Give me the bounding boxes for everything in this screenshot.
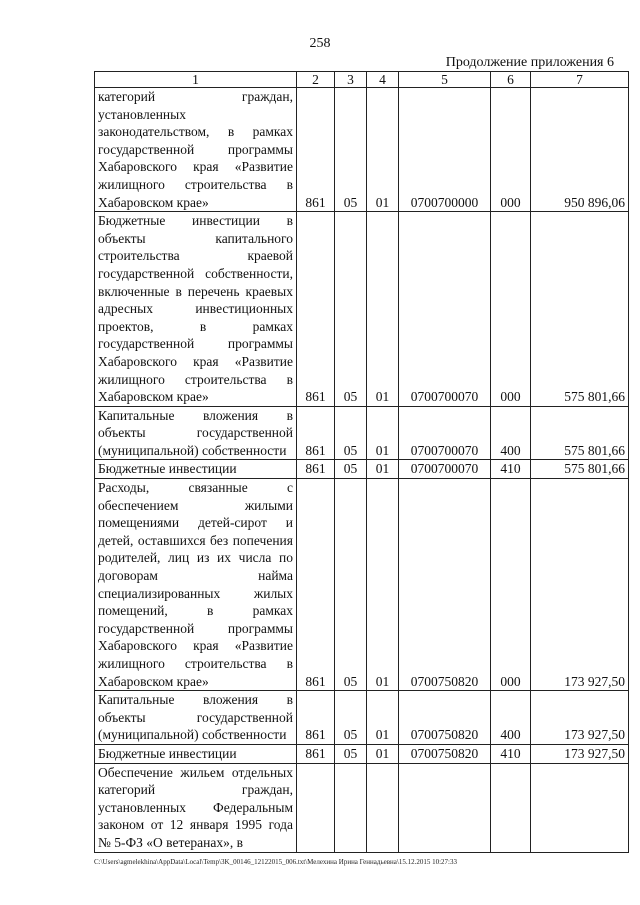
budget-table [94,71,629,853]
header-cell: 2 [297,72,335,88]
expense-type-code: 000 [491,212,531,407]
table-row [95,744,629,763]
ministry-code: 861 [297,460,335,479]
amount: 173 927,50 [531,479,629,691]
header-cell: 5 [399,72,491,88]
item-name: Обеспечение жильем отдельных категорий граждан, установленных Федеральным законом от 12 января 1995 года № 5-ФЗ «О ветеранах», в [95,763,297,852]
expense-type-code: 000 [491,479,531,691]
amount: 950 896,06 [531,88,629,212]
item-name: категорий граждан, установленных законодательством, в рамках государственной программы Хабаровского края «Развитие жилищного строительства в Хабаровском крае» [95,88,297,212]
amount: 173 927,50 [531,691,629,745]
section-code: 05 [335,691,367,745]
section-code: 05 [335,479,367,691]
amount: 575 801,66 [531,460,629,479]
amount [531,763,629,852]
subsection-code: 01 [367,460,399,479]
expense-type-code: 400 [491,691,531,745]
continuation-label: Продолжение приложения 6 [445,55,614,70]
file-path-footer: C:\Users\agmelekhina\AppData\Local\Temp\3K_00146_12122015_006.txt\Мелехина Ирина Геннадьевна\15.12.2015 10:27:33 [94,858,457,866]
subsection-code: 01 [367,212,399,407]
section-code: 05 [335,460,367,479]
subsection-code: 01 [367,88,399,212]
expense-type-code [491,763,531,852]
ministry-code [297,763,335,852]
section-code: 05 [335,406,367,460]
expense-type-code: 400 [491,406,531,460]
section-code [335,763,367,852]
section-code: 05 [335,88,367,212]
header-cell: 4 [367,72,399,88]
item-name: Бюджетные инвестиции [95,460,297,479]
item-name: Капитальные вложения в объекты государственной (муниципальной) собственности [95,691,297,745]
table-row [95,691,629,745]
expense-type-code: 410 [491,460,531,479]
header-row [95,72,629,88]
table-row [95,479,629,691]
table-row [95,763,629,852]
amount: 575 801,66 [531,406,629,460]
ministry-code: 861 [297,212,335,407]
page-number: 258 [309,36,331,51]
section-code: 05 [335,212,367,407]
target-article-code: 0700700000 [399,88,491,212]
expense-type-code: 410 [491,744,531,763]
item-name: Бюджетные инвестиции в объекты капитального строительства краевой государственной собственности, включенные в перечень краевых адресных инвестиционных проектов, в рамках государственной программы Хабаровского края «Развитие жилищного строительства в Хабаровском крае» [95,212,297,407]
target-article-code: 0700750820 [399,744,491,763]
item-name: Расходы, связанные с обеспечением жилыми помещениями детей-сирот и детей, оставшихся без попечения родителей, лиц из их числа по договорам найма специализированных жилых помещений, в рамках государственной программы Хабаровского края «Развитие жилищного строительства в Хабаровском крае» [95,479,297,691]
header-cell: 6 [491,72,531,88]
target-article-code: 0700700070 [399,460,491,479]
expense-type-code: 000 [491,88,531,212]
target-article-code: 0700700070 [399,406,491,460]
header-cell: 3 [335,72,367,88]
ministry-code: 861 [297,88,335,212]
subsection-code: 01 [367,744,399,763]
ministry-code: 861 [297,479,335,691]
ministry-code: 861 [297,691,335,745]
amount: 575 801,66 [531,212,629,407]
target-article-code: 0700700070 [399,212,491,407]
header-cell: 7 [531,72,629,88]
subsection-code: 01 [367,406,399,460]
subsection-code: 01 [367,479,399,691]
amount: 173 927,50 [531,744,629,763]
table-row [95,406,629,460]
target-article-code: 0700750820 [399,691,491,745]
item-name: Бюджетные инвестиции [95,744,297,763]
subsection-code: 01 [367,691,399,745]
target-article-code: 0700750820 [399,479,491,691]
table-row [95,88,629,212]
subsection-code [367,763,399,852]
ministry-code: 861 [297,406,335,460]
target-article-code [399,763,491,852]
header-cell: 1 [95,72,297,88]
section-code: 05 [335,744,367,763]
table-row [95,212,629,407]
ministry-code: 861 [297,744,335,763]
item-name: Капитальные вложения в объекты государственной (муниципальной) собственности [95,406,297,460]
table-row [95,460,629,479]
